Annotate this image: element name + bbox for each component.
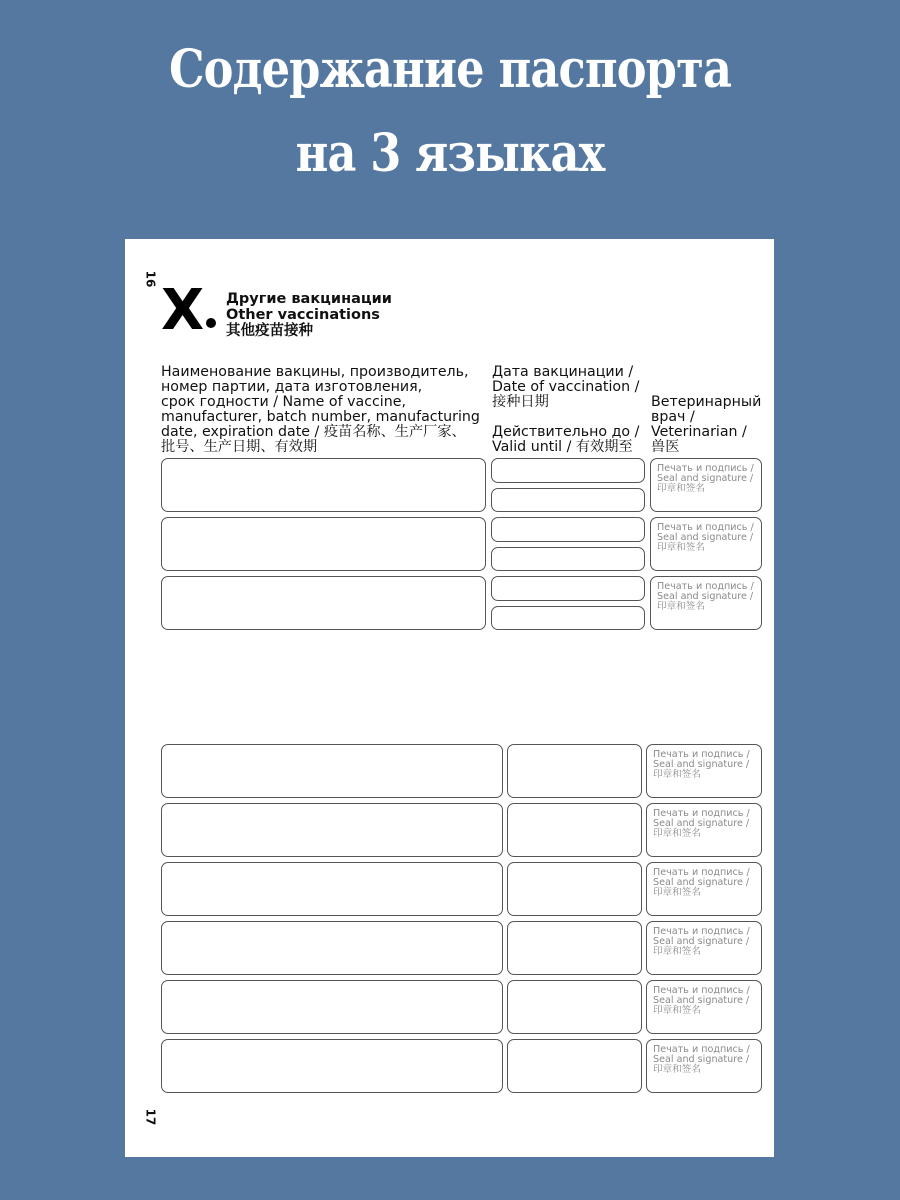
header-line: 批号、生产日期、有效期: [161, 439, 318, 455]
column-header-date-of-vaccination: [492, 365, 639, 410]
seal-label-ru: Печать и подпись /: [657, 581, 754, 592]
seal-label-zh: 印章和签名: [657, 542, 705, 553]
header-line: date, expiration date / 疫苗名称、生产厂家、: [161, 424, 466, 440]
vaccine-field[interactable]: [161, 803, 503, 857]
banner-title-line-1: Содержание паспорта: [168, 39, 732, 100]
header-line: врач /: [651, 409, 695, 425]
date-field[interactable]: [507, 744, 642, 798]
seal-signature-field[interactable]: [650, 576, 762, 630]
seal-label-zh: 印章和签名: [653, 887, 701, 898]
vaccination-date-field[interactable]: [491, 576, 645, 601]
banner-title-line-2: на 3 языках: [295, 123, 605, 184]
seal-label-en: Seal and signature /: [657, 532, 754, 543]
header-line: Ветеринарный: [651, 394, 762, 410]
seal-label-ru: Печать и подпись /: [653, 867, 750, 878]
vaccine-field[interactable]: [161, 862, 503, 916]
vaccine-field[interactable]: [161, 921, 503, 975]
seal-label-ru: Печать и подпись /: [653, 926, 750, 937]
valid-until-field[interactable]: [491, 488, 645, 512]
seal-label-zh: 印章和签名: [653, 828, 701, 839]
date-field[interactable]: [507, 980, 642, 1034]
page-number-bottom: 17: [143, 1108, 158, 1126]
valid-until-field[interactable]: [491, 547, 645, 571]
section-title-en: Other vaccinations: [226, 307, 380, 323]
page-number-top: 16: [143, 270, 158, 288]
seal-signature-field[interactable]: [650, 517, 762, 571]
date-field[interactable]: [507, 1039, 642, 1093]
seal-label-en: Seal and signature /: [657, 473, 754, 484]
header-line: Действительно до /: [492, 424, 640, 440]
header-line: Valid until / 有效期至: [492, 439, 633, 455]
passport-page: [125, 239, 774, 1157]
seal-label-en: Seal and signature /: [653, 759, 750, 770]
seal-signature-field[interactable]: [646, 921, 762, 975]
seal-label-en: Seal and signature /: [657, 591, 754, 602]
seal-signature-field[interactable]: [650, 458, 762, 512]
section-titles: [226, 291, 392, 339]
vaccination-date-field[interactable]: [491, 517, 645, 542]
header-line: manufacturer, batch number, manufacturing: [161, 409, 480, 425]
seal-label-en: Seal and signature /: [653, 1054, 750, 1065]
vaccine-field[interactable]: [161, 744, 503, 798]
vaccine-field[interactable]: [161, 458, 486, 512]
seal-signature-field[interactable]: [646, 980, 762, 1034]
section-numeral: X: [161, 278, 203, 343]
seal-label-en: Seal and signature /: [653, 877, 750, 888]
seal-label-ru: Печать и подпись /: [653, 1044, 750, 1055]
vaccine-field[interactable]: [161, 980, 503, 1034]
seal-label-en: Seal and signature /: [653, 818, 750, 829]
seal-label-ru: Печать и подпись /: [653, 985, 750, 996]
seal-label-zh: 印章和签名: [657, 483, 705, 494]
seal-label-zh: 印章和签名: [653, 769, 701, 780]
section-numeral-dot: [206, 318, 216, 328]
date-field[interactable]: [507, 921, 642, 975]
header-line: Наименование вакцины, производитель,: [161, 364, 469, 380]
seal-signature-field[interactable]: [646, 1039, 762, 1093]
seal-label-zh: 印章和签名: [653, 1064, 701, 1075]
vaccine-field[interactable]: [161, 576, 486, 630]
section-title-zh: 其他疫苗接种: [226, 323, 313, 339]
seal-signature-field[interactable]: [646, 862, 762, 916]
header-line: Дата вакцинации /: [492, 364, 634, 380]
seal-label-ru: Печать и подпись /: [653, 749, 750, 760]
seal-label-zh: 印章和签名: [653, 1005, 701, 1016]
header-line: 接种日期: [492, 394, 549, 410]
header-line: срок годности / Name of vaccine,: [161, 394, 406, 410]
seal-signature-field[interactable]: [646, 803, 762, 857]
header-line: Veterinarian /: [651, 424, 747, 440]
seal-signature-field[interactable]: [646, 744, 762, 798]
seal-label-ru: Печать и подпись /: [653, 808, 750, 819]
seal-label-en: Seal and signature /: [653, 936, 750, 947]
seal-label-ru: Печать и подпись /: [657, 522, 754, 533]
vaccine-field[interactable]: [161, 1039, 503, 1093]
vaccine-field[interactable]: [161, 517, 486, 571]
seal-label-zh: 印章和签名: [653, 946, 701, 957]
seal-label-en: Seal and signature /: [653, 995, 750, 1006]
valid-until-field[interactable]: [491, 606, 645, 630]
header-line: 兽医: [651, 439, 680, 455]
column-header-vaccine: [161, 365, 480, 455]
header-line: Date of vaccination /: [492, 379, 640, 395]
seal-label-ru: Печать и подпись /: [657, 463, 754, 474]
header-line: номер партии, дата изготовления,: [161, 379, 423, 395]
date-field[interactable]: [507, 803, 642, 857]
vaccination-date-field[interactable]: [491, 458, 645, 483]
section-title-ru: Другие вакцинации: [226, 291, 392, 307]
date-field[interactable]: [507, 862, 642, 916]
seal-label-zh: 印章和签名: [657, 601, 705, 612]
column-header-valid-until: [492, 425, 639, 455]
column-header-veterinarian: [651, 395, 761, 455]
